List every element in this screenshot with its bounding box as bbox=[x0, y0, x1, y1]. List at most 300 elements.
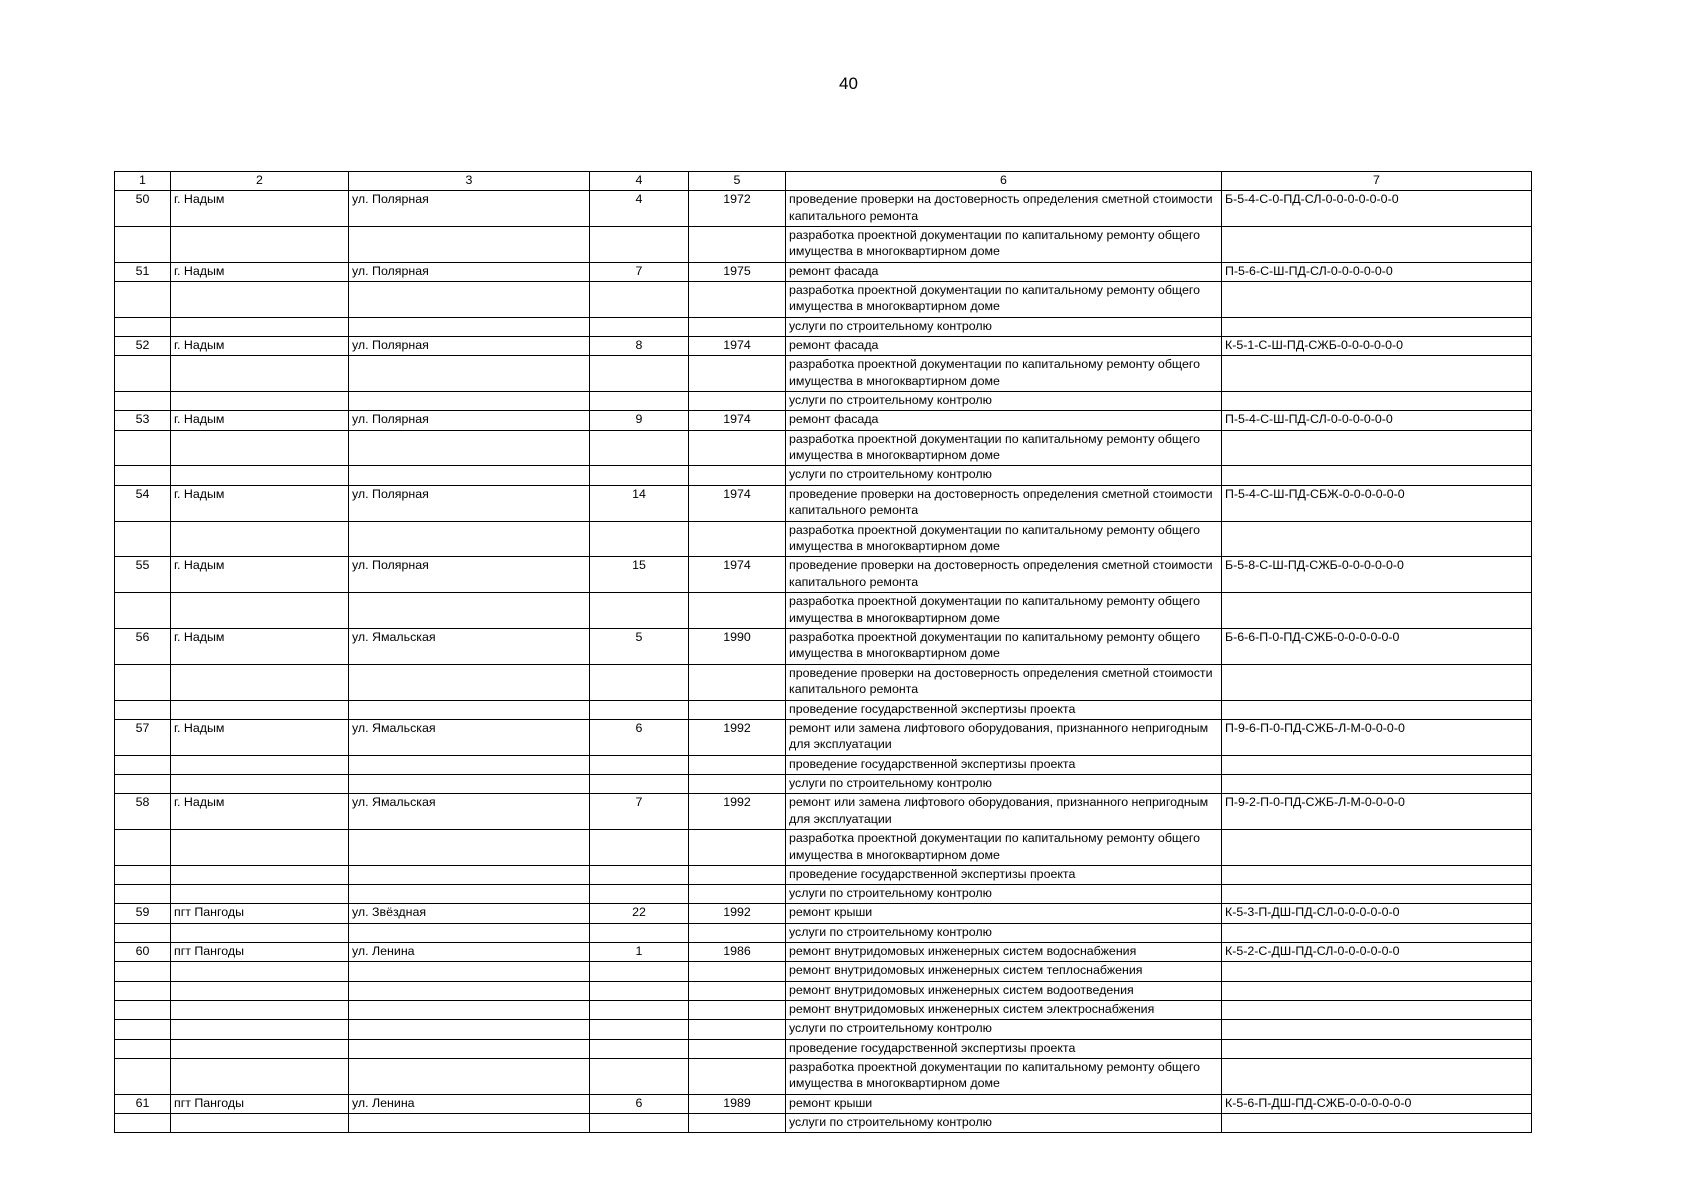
header-col-3: 3 bbox=[349, 172, 590, 191]
settlement-cell bbox=[171, 664, 349, 700]
street-cell bbox=[349, 981, 590, 1000]
work-type-cell: проведение государственной экспертизы проекта bbox=[786, 1039, 1222, 1058]
street-cell: ул. Полярная bbox=[349, 557, 590, 593]
settlement-cell bbox=[171, 830, 349, 866]
build-year-cell bbox=[689, 593, 786, 629]
build-year-cell: 1974 bbox=[689, 336, 786, 355]
structure-code-cell bbox=[1222, 755, 1532, 774]
work-type-cell: ремонт внутридомовых инженерных систем водоотведения bbox=[786, 981, 1222, 1000]
header-col-5: 5 bbox=[689, 172, 786, 191]
build-year-cell: 1972 bbox=[689, 191, 786, 227]
street-cell bbox=[349, 1058, 590, 1094]
row-number-cell bbox=[115, 356, 171, 392]
row-number-cell bbox=[115, 962, 171, 981]
table-row bbox=[115, 794, 1532, 830]
work-type-cell: ремонт внутридомовых инженерных систем водоснабжения bbox=[786, 943, 1222, 962]
row-number-cell bbox=[115, 664, 171, 700]
table-row bbox=[115, 981, 1532, 1000]
structure-code-cell: К-5-3-П-ДШ-ПД-СЛ-0-0-0-0-0-0 bbox=[1222, 904, 1532, 923]
structure-code-cell: П-9-2-П-0-ПД-СЖБ-Л-М-0-0-0-0 bbox=[1222, 794, 1532, 830]
house-number-cell bbox=[590, 226, 689, 262]
row-number-cell bbox=[115, 317, 171, 336]
street-cell bbox=[349, 962, 590, 981]
row-number-cell bbox=[115, 774, 171, 793]
structure-code-cell bbox=[1222, 1039, 1532, 1058]
structure-code-cell bbox=[1222, 664, 1532, 700]
row-number-cell: 60 bbox=[115, 943, 171, 962]
table-row bbox=[115, 430, 1532, 466]
row-number-cell bbox=[115, 700, 171, 719]
row-number-cell bbox=[115, 1039, 171, 1058]
row-number-cell bbox=[115, 1058, 171, 1094]
table-row bbox=[115, 1039, 1532, 1058]
work-type-cell: разработка проектной документации по капитальному ремонту общего имущества в многоквартирном доме bbox=[786, 521, 1222, 557]
house-number-cell: 7 bbox=[590, 794, 689, 830]
work-type-cell: услуги по строительному контролю bbox=[786, 923, 1222, 942]
street-cell bbox=[349, 923, 590, 942]
house-number-cell bbox=[590, 1039, 689, 1058]
row-number-cell bbox=[115, 593, 171, 629]
street-cell bbox=[349, 700, 590, 719]
build-year-cell bbox=[689, 430, 786, 466]
street-cell bbox=[349, 830, 590, 866]
row-number-cell bbox=[115, 392, 171, 411]
build-year-cell bbox=[689, 962, 786, 981]
build-year-cell: 1986 bbox=[689, 943, 786, 962]
structure-code-cell bbox=[1222, 281, 1532, 317]
table-row bbox=[115, 191, 1532, 227]
house-number-cell bbox=[590, 317, 689, 336]
table-header bbox=[115, 172, 1532, 191]
table-row bbox=[115, 885, 1532, 904]
structure-code-cell: П-5-4-С-Ш-ПД-СБЖ-0-0-0-0-0-0 bbox=[1222, 485, 1532, 521]
street-cell bbox=[349, 885, 590, 904]
work-type-cell: разработка проектной документации по капитальному ремонту общего имущества в многоквартирном доме bbox=[786, 226, 1222, 262]
street-cell bbox=[349, 392, 590, 411]
work-type-cell: ремонт внутридомовых инженерных систем теплоснабжения bbox=[786, 962, 1222, 981]
table-row bbox=[115, 521, 1532, 557]
street-cell bbox=[349, 466, 590, 485]
structure-code-cell bbox=[1222, 1113, 1532, 1132]
structure-code-cell bbox=[1222, 1000, 1532, 1019]
table-row bbox=[115, 962, 1532, 981]
build-year-cell bbox=[689, 981, 786, 1000]
table-row bbox=[115, 774, 1532, 793]
structure-code-cell bbox=[1222, 774, 1532, 793]
work-type-cell: услуги по строительному контролю bbox=[786, 392, 1222, 411]
table-body bbox=[115, 191, 1532, 1133]
house-number-cell: 1 bbox=[590, 943, 689, 962]
house-number-cell: 6 bbox=[590, 1094, 689, 1113]
street-cell: ул. Полярная bbox=[349, 262, 590, 281]
street-cell: ул. Ямальская bbox=[349, 794, 590, 830]
structure-code-cell bbox=[1222, 317, 1532, 336]
structure-code-cell bbox=[1222, 356, 1532, 392]
structure-code-cell bbox=[1222, 830, 1532, 866]
row-number-cell: 61 bbox=[115, 1094, 171, 1113]
structure-code-cell: Б-5-8-С-Ш-ПД-СЖБ-0-0-0-0-0-0 bbox=[1222, 557, 1532, 593]
settlement-cell bbox=[171, 700, 349, 719]
settlement-cell bbox=[171, 226, 349, 262]
build-year-cell bbox=[689, 392, 786, 411]
house-number-cell bbox=[590, 700, 689, 719]
settlement-cell: г. Надым bbox=[171, 719, 349, 755]
settlement-cell bbox=[171, 1058, 349, 1094]
table-row bbox=[115, 557, 1532, 593]
street-cell bbox=[349, 1020, 590, 1039]
build-year-cell: 1992 bbox=[689, 904, 786, 923]
street-cell: ул. Полярная bbox=[349, 336, 590, 355]
work-type-cell: ремонт фасада bbox=[786, 411, 1222, 430]
table-row bbox=[115, 226, 1532, 262]
house-number-cell bbox=[590, 830, 689, 866]
row-number-cell bbox=[115, 430, 171, 466]
row-number-cell: 50 bbox=[115, 191, 171, 227]
house-number-cell: 22 bbox=[590, 904, 689, 923]
street-cell: ул. Звёздная bbox=[349, 904, 590, 923]
row-number-cell bbox=[115, 226, 171, 262]
row-number-cell: 55 bbox=[115, 557, 171, 593]
build-year-cell bbox=[689, 923, 786, 942]
structure-code-cell bbox=[1222, 430, 1532, 466]
build-year-cell: 1989 bbox=[689, 1094, 786, 1113]
house-number-cell bbox=[590, 430, 689, 466]
row-number-cell bbox=[115, 1020, 171, 1039]
house-number-cell: 14 bbox=[590, 485, 689, 521]
table-row bbox=[115, 923, 1532, 942]
street-cell bbox=[349, 593, 590, 629]
build-year-cell bbox=[689, 1039, 786, 1058]
settlement-cell bbox=[171, 1020, 349, 1039]
structure-code-cell bbox=[1222, 466, 1532, 485]
work-type-cell: услуги по строительному контролю bbox=[786, 774, 1222, 793]
house-number-cell bbox=[590, 774, 689, 793]
work-type-cell: услуги по строительному контролю bbox=[786, 885, 1222, 904]
build-year-cell bbox=[689, 317, 786, 336]
work-type-cell: проведение проверки на достоверность определения сметной стоимости капитального ремонта bbox=[786, 485, 1222, 521]
settlement-cell bbox=[171, 466, 349, 485]
settlement-cell bbox=[171, 981, 349, 1000]
build-year-cell bbox=[689, 226, 786, 262]
table-row bbox=[115, 466, 1532, 485]
work-type-cell: разработка проектной документации по капитальному ремонту общего имущества в многоквартирном доме bbox=[786, 830, 1222, 866]
table-row bbox=[115, 262, 1532, 281]
settlement-cell: г. Надым bbox=[171, 262, 349, 281]
settlement-cell bbox=[171, 521, 349, 557]
house-number-cell bbox=[590, 885, 689, 904]
build-year-cell bbox=[689, 281, 786, 317]
table-row bbox=[115, 943, 1532, 962]
work-type-cell: проведение государственной экспертизы проекта bbox=[786, 755, 1222, 774]
build-year-cell bbox=[689, 830, 786, 866]
row-number-cell bbox=[115, 281, 171, 317]
settlement-cell bbox=[171, 755, 349, 774]
row-number-cell: 56 bbox=[115, 628, 171, 664]
street-cell: ул. Ямальская bbox=[349, 719, 590, 755]
street-cell bbox=[349, 865, 590, 884]
table-row bbox=[115, 755, 1532, 774]
structure-code-cell bbox=[1222, 1058, 1532, 1094]
work-type-cell: разработка проектной документации по капитальному ремонту общего имущества в многоквартирном доме bbox=[786, 281, 1222, 317]
page-number: 40 bbox=[839, 74, 858, 93]
structure-code-cell bbox=[1222, 521, 1532, 557]
house-number-cell bbox=[590, 356, 689, 392]
house-number-cell bbox=[590, 1020, 689, 1039]
street-cell bbox=[349, 1113, 590, 1132]
street-cell: ул. Полярная bbox=[349, 485, 590, 521]
build-year-cell bbox=[689, 774, 786, 793]
build-year-cell bbox=[689, 1058, 786, 1094]
settlement-cell bbox=[171, 392, 349, 411]
row-number-cell bbox=[115, 466, 171, 485]
build-year-cell bbox=[689, 521, 786, 557]
row-number-cell bbox=[115, 521, 171, 557]
table-row bbox=[115, 719, 1532, 755]
work-type-cell: проведение проверки на достоверность определения сметной стоимости капитального ремонта bbox=[786, 557, 1222, 593]
table-row bbox=[115, 1000, 1532, 1019]
table-row bbox=[115, 628, 1532, 664]
build-year-cell: 1975 bbox=[689, 262, 786, 281]
table-row bbox=[115, 1113, 1532, 1132]
settlement-cell bbox=[171, 430, 349, 466]
row-number-cell: 51 bbox=[115, 262, 171, 281]
row-number-cell: 54 bbox=[115, 485, 171, 521]
row-number-cell bbox=[115, 1113, 171, 1132]
settlement-cell: пгт Пангоды bbox=[171, 943, 349, 962]
street-cell: ул. Ямальская bbox=[349, 628, 590, 664]
house-number-cell bbox=[590, 392, 689, 411]
street-cell bbox=[349, 1000, 590, 1019]
work-type-cell: разработка проектной документации по капитальному ремонту общего имущества в многоквартирном доме bbox=[786, 430, 1222, 466]
row-number-cell bbox=[115, 865, 171, 884]
settlement-cell: пгт Пангоды bbox=[171, 904, 349, 923]
settlement-cell bbox=[171, 281, 349, 317]
structure-code-cell: П-5-4-С-Ш-ПД-СЛ-0-0-0-0-0-0 bbox=[1222, 411, 1532, 430]
settlement-cell: пгт Пангоды bbox=[171, 1094, 349, 1113]
table-row bbox=[115, 336, 1532, 355]
house-number-cell bbox=[590, 755, 689, 774]
settlement-cell bbox=[171, 593, 349, 629]
settlement-cell bbox=[171, 774, 349, 793]
structure-code-cell bbox=[1222, 392, 1532, 411]
structure-code-cell bbox=[1222, 593, 1532, 629]
settlement-cell bbox=[171, 1000, 349, 1019]
structure-code-cell bbox=[1222, 923, 1532, 942]
build-year-cell bbox=[689, 664, 786, 700]
house-number-cell bbox=[590, 1113, 689, 1132]
settlement-cell: г. Надым bbox=[171, 628, 349, 664]
table-row bbox=[115, 1058, 1532, 1094]
settlement-cell: г. Надым bbox=[171, 336, 349, 355]
house-number-cell: 15 bbox=[590, 557, 689, 593]
house-number-cell bbox=[590, 1000, 689, 1019]
structure-code-cell bbox=[1222, 962, 1532, 981]
settlement-cell: г. Надым bbox=[171, 411, 349, 430]
row-number-cell bbox=[115, 923, 171, 942]
house-number-cell bbox=[590, 281, 689, 317]
row-number-cell bbox=[115, 755, 171, 774]
header-col-2: 2 bbox=[171, 172, 349, 191]
street-cell bbox=[349, 521, 590, 557]
table-row bbox=[115, 830, 1532, 866]
work-type-cell: услуги по строительному контролю bbox=[786, 1020, 1222, 1039]
row-number-cell: 59 bbox=[115, 904, 171, 923]
table-row bbox=[115, 392, 1532, 411]
structure-code-cell bbox=[1222, 865, 1532, 884]
street-cell bbox=[349, 281, 590, 317]
work-type-cell: разработка проектной документации по капитальному ремонту общего имущества в многоквартирном доме bbox=[786, 1058, 1222, 1094]
settlement-cell bbox=[171, 962, 349, 981]
build-year-cell bbox=[689, 466, 786, 485]
work-type-cell: проведение проверки на достоверность определения сметной стоимости капитального ремонта bbox=[786, 664, 1222, 700]
row-number-cell bbox=[115, 885, 171, 904]
build-year-cell bbox=[689, 1020, 786, 1039]
build-year-cell bbox=[689, 885, 786, 904]
table-row bbox=[115, 1094, 1532, 1113]
work-type-cell: услуги по строительному контролю bbox=[786, 317, 1222, 336]
build-year-cell: 1974 bbox=[689, 557, 786, 593]
house-number-cell bbox=[590, 923, 689, 942]
table-row bbox=[115, 700, 1532, 719]
build-year-cell bbox=[689, 865, 786, 884]
work-type-cell: проведение государственной экспертизы проекта bbox=[786, 865, 1222, 884]
build-year-cell: 1992 bbox=[689, 719, 786, 755]
settlement-cell bbox=[171, 1113, 349, 1132]
house-number-cell bbox=[590, 593, 689, 629]
work-type-cell: ремонт или замена лифтового оборудования, признанного непригодным для эксплуатации bbox=[786, 719, 1222, 755]
house-number-cell bbox=[590, 1058, 689, 1094]
street-cell bbox=[349, 755, 590, 774]
work-type-cell: разработка проектной документации по капитальному ремонту общего имущества в многоквартирном доме bbox=[786, 628, 1222, 664]
table-row bbox=[115, 356, 1532, 392]
settlement-cell: г. Надым bbox=[171, 557, 349, 593]
house-number-cell: 9 bbox=[590, 411, 689, 430]
settlement-cell bbox=[171, 356, 349, 392]
build-year-cell bbox=[689, 1000, 786, 1019]
house-number-cell: 8 bbox=[590, 336, 689, 355]
structure-code-cell: Б-6-6-П-0-ПД-СЖБ-0-0-0-0-0-0 bbox=[1222, 628, 1532, 664]
house-number-cell bbox=[590, 466, 689, 485]
street-cell bbox=[349, 226, 590, 262]
street-cell bbox=[349, 1039, 590, 1058]
registry-table bbox=[114, 171, 1532, 1133]
house-number-cell: 7 bbox=[590, 262, 689, 281]
structure-code-cell: К-5-1-С-Ш-ПД-СЖБ-0-0-0-0-0-0 bbox=[1222, 336, 1532, 355]
work-type-cell: услуги по строительному контролю bbox=[786, 1113, 1222, 1132]
build-year-cell bbox=[689, 1113, 786, 1132]
row-number-cell bbox=[115, 981, 171, 1000]
structure-code-cell bbox=[1222, 1020, 1532, 1039]
header-col-1: 1 bbox=[115, 172, 171, 191]
build-year-cell bbox=[689, 356, 786, 392]
table-row bbox=[115, 411, 1532, 430]
settlement-cell bbox=[171, 317, 349, 336]
structure-code-cell: П-5-6-С-Ш-ПД-СЛ-0-0-0-0-0-0 bbox=[1222, 262, 1532, 281]
structure-code-cell bbox=[1222, 885, 1532, 904]
table-row bbox=[115, 865, 1532, 884]
settlement-cell bbox=[171, 865, 349, 884]
house-number-cell bbox=[590, 865, 689, 884]
table-row bbox=[115, 664, 1532, 700]
header-col-7: 7 bbox=[1222, 172, 1532, 191]
house-number-cell bbox=[590, 962, 689, 981]
table-row bbox=[115, 593, 1532, 629]
row-number-cell bbox=[115, 830, 171, 866]
build-year-cell: 1990 bbox=[689, 628, 786, 664]
build-year-cell: 1992 bbox=[689, 794, 786, 830]
table-row bbox=[115, 485, 1532, 521]
work-type-cell: ремонт крыши bbox=[786, 904, 1222, 923]
row-number-cell: 57 bbox=[115, 719, 171, 755]
street-cell bbox=[349, 664, 590, 700]
build-year-cell bbox=[689, 700, 786, 719]
work-type-cell: услуги по строительному контролю bbox=[786, 466, 1222, 485]
house-number-cell bbox=[590, 981, 689, 1000]
work-type-cell: ремонт крыши bbox=[786, 1094, 1222, 1113]
street-cell: ул. Ленина bbox=[349, 1094, 590, 1113]
structure-code-cell bbox=[1222, 700, 1532, 719]
work-type-cell: проведение государственной экспертизы проекта bbox=[786, 700, 1222, 719]
structure-code-cell bbox=[1222, 226, 1532, 262]
row-number-cell: 58 bbox=[115, 794, 171, 830]
house-number-cell: 4 bbox=[590, 191, 689, 227]
work-type-cell: проведение проверки на достоверность определения сметной стоимости капитального ремонта bbox=[786, 191, 1222, 227]
table-row bbox=[115, 904, 1532, 923]
table-row bbox=[115, 281, 1532, 317]
street-cell bbox=[349, 430, 590, 466]
street-cell bbox=[349, 317, 590, 336]
row-number-cell: 53 bbox=[115, 411, 171, 430]
work-type-cell: разработка проектной документации по капитальному ремонту общего имущества в многоквартирном доме bbox=[786, 356, 1222, 392]
work-type-cell: ремонт внутридомовых инженерных систем электроснабжения bbox=[786, 1000, 1222, 1019]
row-number-cell: 52 bbox=[115, 336, 171, 355]
settlement-cell bbox=[171, 1039, 349, 1058]
street-cell: ул. Полярная bbox=[349, 411, 590, 430]
work-type-cell: ремонт фасада bbox=[786, 336, 1222, 355]
structure-code-cell: К-5-6-П-ДШ-ПД-СЖБ-0-0-0-0-0-0 bbox=[1222, 1094, 1532, 1113]
header-row bbox=[115, 172, 1532, 191]
settlement-cell bbox=[171, 923, 349, 942]
house-number-cell: 5 bbox=[590, 628, 689, 664]
street-cell bbox=[349, 356, 590, 392]
structure-code-cell: П-9-6-П-0-ПД-СЖБ-Л-М-0-0-0-0 bbox=[1222, 719, 1532, 755]
row-number-cell bbox=[115, 1000, 171, 1019]
settlement-cell: г. Надым bbox=[171, 794, 349, 830]
house-number-cell bbox=[590, 521, 689, 557]
settlement-cell bbox=[171, 885, 349, 904]
work-type-cell: разработка проектной документации по капитальному ремонту общего имущества в многоквартирном доме bbox=[786, 593, 1222, 629]
street-cell: ул. Ленина bbox=[349, 943, 590, 962]
street-cell bbox=[349, 774, 590, 793]
structure-code-cell bbox=[1222, 981, 1532, 1000]
settlement-cell: г. Надым bbox=[171, 485, 349, 521]
house-number-cell bbox=[590, 664, 689, 700]
settlement-cell: г. Надым bbox=[171, 191, 349, 227]
work-type-cell: ремонт фасада bbox=[786, 262, 1222, 281]
build-year-cell: 1974 bbox=[689, 485, 786, 521]
build-year-cell bbox=[689, 755, 786, 774]
table-row bbox=[115, 1020, 1532, 1039]
street-cell: ул. Полярная bbox=[349, 191, 590, 227]
table-row bbox=[115, 317, 1532, 336]
structure-code-cell: К-5-2-С-ДШ-ПД-СЛ-0-0-0-0-0-0 bbox=[1222, 943, 1532, 962]
work-type-cell: ремонт или замена лифтового оборудования, признанного непригодным для эксплуатации bbox=[786, 794, 1222, 830]
structure-code-cell: Б-5-4-С-0-ПД-СЛ-0-0-0-0-0-0-0 bbox=[1222, 191, 1532, 227]
build-year-cell: 1974 bbox=[689, 411, 786, 430]
header-col-6: 6 bbox=[786, 172, 1222, 191]
house-number-cell: 6 bbox=[590, 719, 689, 755]
header-col-4: 4 bbox=[590, 172, 689, 191]
